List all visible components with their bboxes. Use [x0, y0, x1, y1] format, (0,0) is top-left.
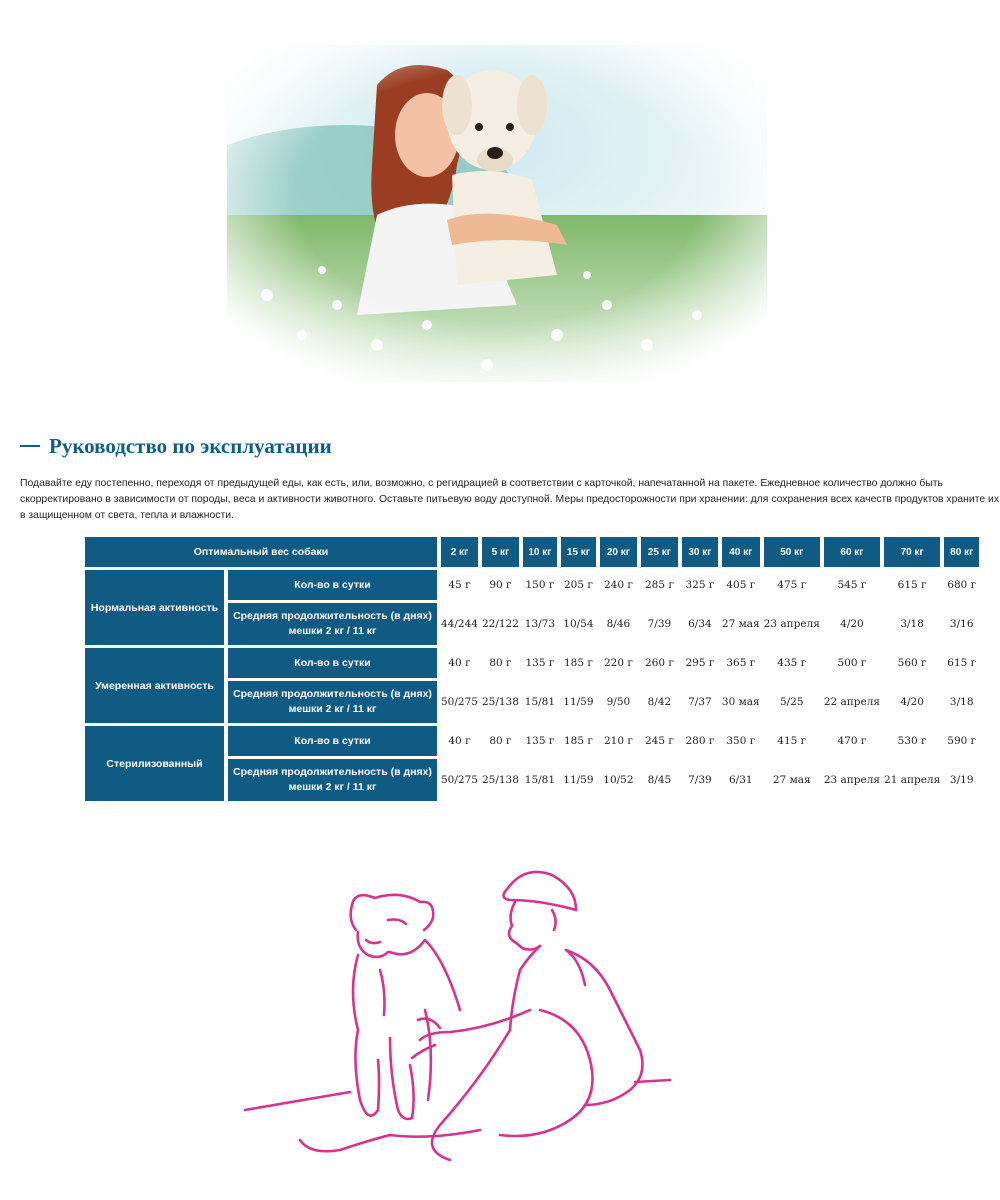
table-cell: 9/50	[600, 681, 637, 723]
table-cell: 245 г	[641, 726, 678, 756]
intro-line: в защищенном от света, тепла и влажности.	[20, 510, 234, 521]
feeding-table	[81, 534, 983, 804]
table-cell: 44/244	[441, 603, 478, 645]
table-cell: 4/20	[824, 603, 880, 645]
table-cell: 25/138	[482, 681, 519, 723]
table-cell: 475 г	[764, 570, 820, 600]
table-cell: 615 г	[944, 648, 979, 678]
man-dog-drawing-icon	[240, 860, 680, 1180]
man-dog-sketch	[240, 860, 680, 1180]
intro-line: скорректировано в зависимости от породы, веса и активности животного. Оставьте питьевую воду доступной. Меры предосторожности при хранении: для сохранения всех качеств продуктов храните их	[20, 494, 1000, 505]
woman-dog-photo-illustration	[227, 45, 767, 382]
table-row	[85, 648, 979, 678]
table-cell: 8/45	[641, 759, 678, 801]
weight-header: 20 кг	[600, 537, 637, 567]
weight-header: 70 кг	[884, 537, 940, 567]
table-cell: 4/20	[884, 681, 940, 723]
table-cell: 3/18	[944, 681, 979, 723]
activity-label: Стерилизованный	[85, 726, 224, 801]
table-cell: 365 г	[722, 648, 760, 678]
table-cell: 7/39	[641, 603, 678, 645]
table-cell: 590 г	[944, 726, 979, 756]
table-cell: 50/275	[441, 681, 478, 723]
duration-label: Средняя продолжительность (в днях) мешки 2 кг / 11 кг	[228, 603, 437, 645]
table-cell: 8/42	[641, 681, 678, 723]
weight-header: 15 кг	[561, 537, 596, 567]
table-cell: 10/54	[561, 603, 596, 645]
table-cell: 240 г	[600, 570, 637, 600]
heading-dash	[20, 445, 40, 447]
table-cell: 27 мая	[764, 759, 820, 801]
daily-amount-label: Кол-во в сутки	[228, 648, 437, 678]
daily-amount-label: Кол-во в сутки	[228, 726, 437, 756]
table-cell: 415 г	[764, 726, 820, 756]
table-cell: 50/275	[441, 759, 478, 801]
table-cell: 185 г	[561, 726, 596, 756]
duration-label: Средняя продолжительность (в днях) мешки 2 кг / 11 кг	[228, 681, 437, 723]
activity-label: Нормальная активность	[85, 570, 224, 645]
table-cell: 210 г	[600, 726, 637, 756]
table-cell: 11/59	[561, 759, 596, 801]
table-cell: 45 г	[441, 570, 478, 600]
intro-line: Подавайте еду постепенно, переходя от предыдущей еды, как есть, или, возможно, с регидрацией в соответствии с карточкой, напечатанной на пакете. Ежедневное количество должно быть	[20, 478, 943, 489]
table-header-row	[85, 537, 979, 567]
weight-header: 40 кг	[722, 537, 760, 567]
section-heading	[20, 430, 332, 462]
table-cell: 325 г	[682, 570, 718, 600]
table-cell: 3/16	[944, 603, 979, 645]
table-cell: 545 г	[824, 570, 880, 600]
table-cell: 405 г	[722, 570, 760, 600]
weight-header: 80 кг	[944, 537, 979, 567]
duration-label: Средняя продолжительность (в днях) мешки 2 кг / 11 кг	[228, 759, 437, 801]
table-cell: 280 г	[682, 726, 718, 756]
table-cell: 560 г	[884, 648, 940, 678]
table-cell: 3/18	[884, 603, 940, 645]
page-title: Руководство по эксплуатации	[49, 433, 332, 458]
weight-header: 30 кг	[682, 537, 718, 567]
table-cell: 80 г	[482, 648, 519, 678]
table-cell: 23 апреля	[764, 603, 820, 645]
table-cell: 530 г	[884, 726, 940, 756]
table-cell: 185 г	[561, 648, 596, 678]
table-cell: 25/138	[482, 759, 519, 801]
hero-photo	[227, 45, 767, 382]
table-cell: 11/59	[561, 681, 596, 723]
weight-header: 10 кг	[523, 537, 557, 567]
table-cell: 15/81	[523, 759, 557, 801]
weight-header: 60 кг	[824, 537, 880, 567]
table-cell: 150 г	[523, 570, 557, 600]
table-cell: 15/81	[523, 681, 557, 723]
table-cell: 7/39	[682, 759, 718, 801]
weight-header: 5 кг	[482, 537, 519, 567]
table-cell: 8/46	[600, 603, 637, 645]
table-cell: 285 г	[641, 570, 678, 600]
table-cell: 40 г	[441, 648, 478, 678]
daily-amount-label: Кол-во в сутки	[228, 570, 437, 600]
table-cell: 80 г	[482, 726, 519, 756]
table-cell: 6/34	[682, 603, 718, 645]
header-optimal-weight: Оптимальный вес собаки	[85, 537, 437, 567]
table-row	[85, 570, 979, 600]
table-cell: 40 г	[441, 726, 478, 756]
weight-header: 50 кг	[764, 537, 820, 567]
table-cell: 435 г	[764, 648, 820, 678]
weight-header: 2 кг	[441, 537, 478, 567]
intro-text	[20, 476, 1000, 524]
table-cell: 220 г	[600, 648, 637, 678]
table-cell: 6/31	[722, 759, 760, 801]
table-cell: 21 апреля	[884, 759, 940, 801]
table-cell: 135 г	[523, 726, 557, 756]
weight-header: 25 кг	[641, 537, 678, 567]
table-cell: 23 апреля	[824, 759, 880, 801]
table-cell: 90 г	[482, 570, 519, 600]
table-cell: 13/73	[523, 603, 557, 645]
table-cell: 10/52	[600, 759, 637, 801]
table-row	[85, 726, 979, 756]
table-cell: 27 мая	[722, 603, 760, 645]
table-cell: 5/25	[764, 681, 820, 723]
table-cell: 205 г	[561, 570, 596, 600]
table-cell: 135 г	[523, 648, 557, 678]
table-cell: 7/37	[682, 681, 718, 723]
table-cell: 500 г	[824, 648, 880, 678]
table-cell: 295 г	[682, 648, 718, 678]
activity-label: Умеренная активность	[85, 648, 224, 723]
table-cell: 22/122	[482, 603, 519, 645]
table-cell: 680 г	[944, 570, 979, 600]
table-cell: 615 г	[884, 570, 940, 600]
table-cell: 22 апреля	[824, 681, 880, 723]
table-cell: 470 г	[824, 726, 880, 756]
table-cell: 3/19	[944, 759, 979, 801]
table-cell: 30 мая	[722, 681, 760, 723]
table-cell: 350 г	[722, 726, 760, 756]
table-cell: 260 г	[641, 648, 678, 678]
